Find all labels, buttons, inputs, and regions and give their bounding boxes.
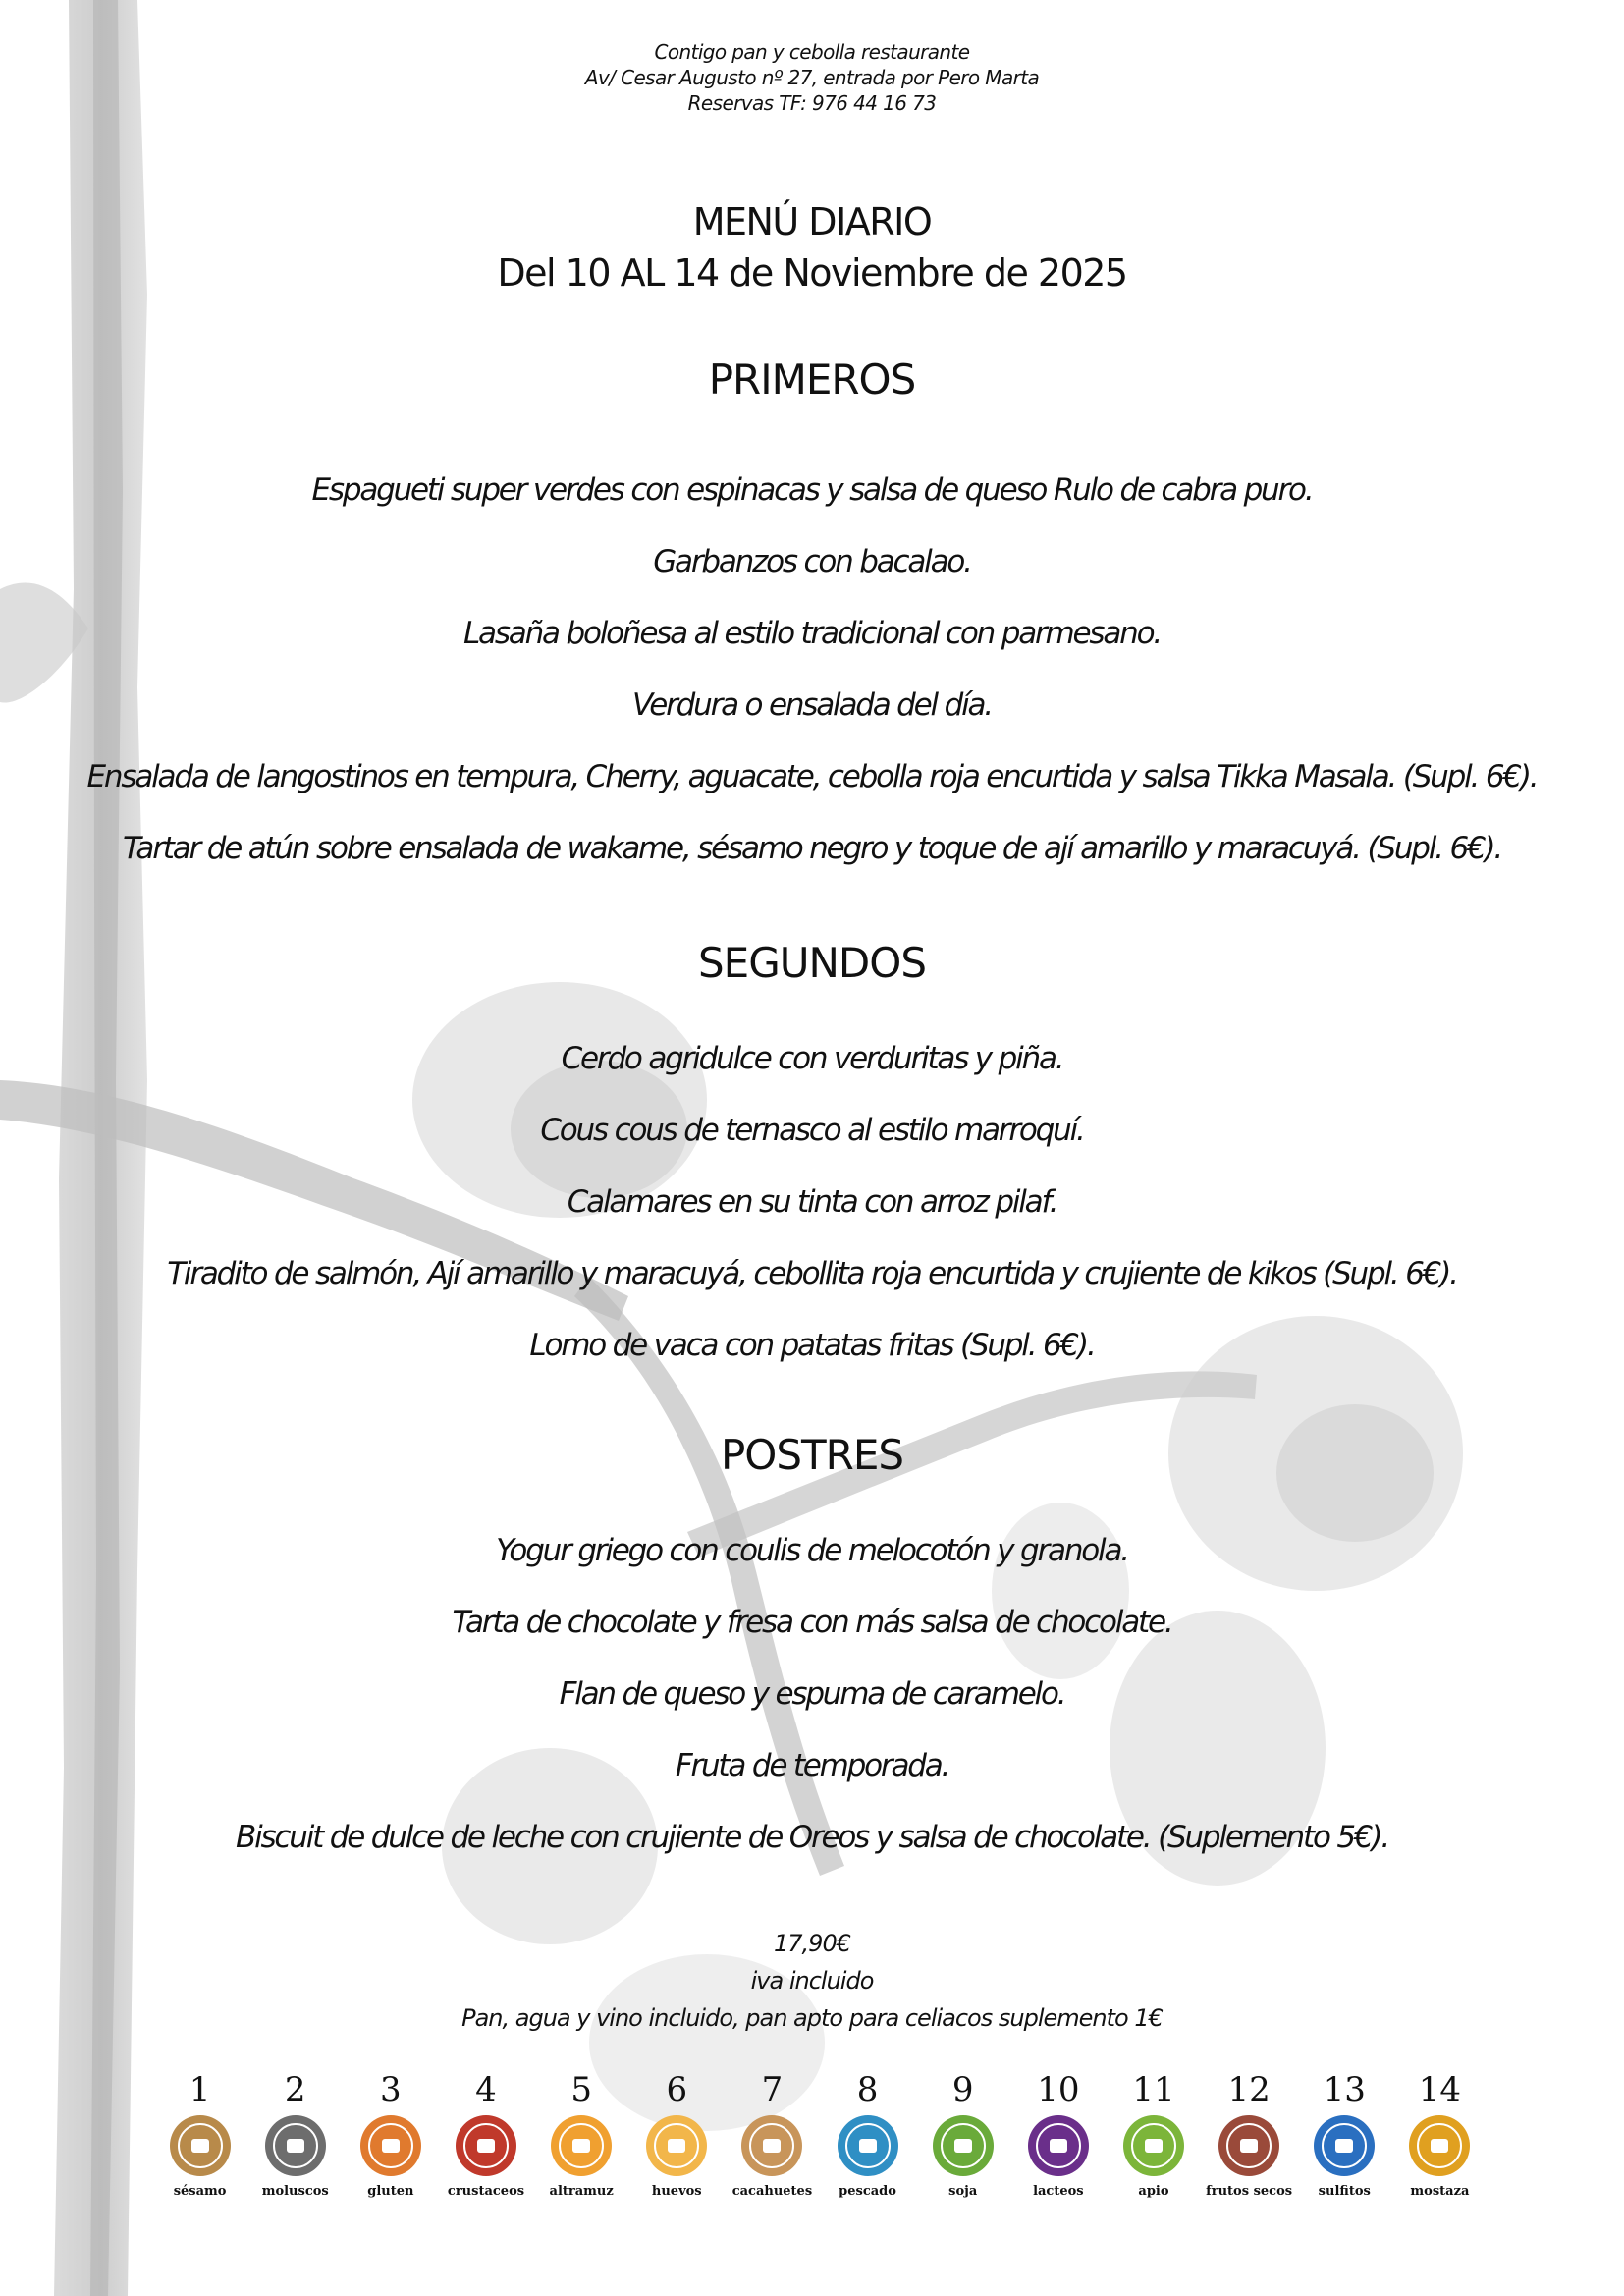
allergen-number: 5 <box>570 2070 592 2109</box>
list-item: Ensalada de langostinos en tempura, Cherry, aguacate, cebolla roja encurtida y salsa Tikka Masala. (Supl. 6€). <box>86 759 1538 794</box>
fish-icon <box>838 2115 898 2176</box>
menu-heading <box>0 196 1624 299</box>
lupin-icon <box>551 2115 612 2176</box>
allergen-item <box>1392 2070 1488 2199</box>
allergen-number: 6 <box>666 2070 688 2109</box>
allergen-label: sésamo <box>173 2184 227 2199</box>
allergen-label: sulfitos <box>1318 2184 1371 2199</box>
allergen-legend <box>152 2070 1488 2199</box>
list-item: Tiradito de salmón, Ají amarillo y maracuyá, cebollita roja encurtida y crujiente de kikos (Supl. 6€). <box>167 1256 1457 1291</box>
list-item: Cerdo agridulce con verduritas y piña. <box>561 1041 1063 1076</box>
menu-price: 17,90€ <box>774 1930 850 1957</box>
section-title-postres: POSTRES <box>720 1431 904 1479</box>
menu-dates: Del 10 AL 14 de Noviembre de 2025 <box>497 251 1127 295</box>
allergen-label: mostaza <box>1410 2184 1470 2199</box>
allergen-item <box>343 2070 438 2199</box>
allergen-item <box>1297 2070 1392 2199</box>
celery-icon <box>1123 2115 1184 2176</box>
allergen-number: 13 <box>1323 2070 1366 2109</box>
list-item: Fruta de temporada. <box>675 1748 949 1783</box>
allergen-number: 12 <box>1227 2070 1271 2109</box>
menu-title: MENÚ DIARIO <box>692 200 932 244</box>
allergen-label: huevos <box>651 2184 702 2199</box>
list-item: Cous cous de ternasco al estilo marroquí. <box>540 1113 1084 1148</box>
peanut-icon <box>741 2115 802 2176</box>
crustacean-icon <box>456 2115 516 2176</box>
list-item: Tarta de chocolate y fresa con más salsa de chocolate. <box>452 1605 1172 1640</box>
list-item: Lomo de vaca con patatas fritas (Supl. 6€). <box>529 1328 1095 1363</box>
sesame-icon <box>170 2115 231 2176</box>
dairy-icon <box>1028 2115 1089 2176</box>
tax-note: iva incluido <box>750 1967 874 1995</box>
sulphites-icon <box>1314 2115 1375 2176</box>
allergen-label: lacteos <box>1033 2184 1084 2199</box>
allergen-item <box>820 2070 915 2199</box>
soy-icon <box>933 2115 994 2176</box>
allergen-number: 2 <box>284 2070 306 2109</box>
allergen-item <box>629 2070 725 2199</box>
list-item: Calamares en su tinta con arroz pilaf. <box>567 1184 1057 1220</box>
allergen-label: crustaceos <box>447 2184 525 2199</box>
mustard-icon <box>1409 2115 1470 2176</box>
allergen-item <box>247 2070 343 2199</box>
segundos-list <box>0 1023 1624 1382</box>
list-item: Garbanzos con bacalao. <box>653 544 971 579</box>
allergen-number: 1 <box>189 2070 211 2109</box>
allergen-item <box>915 2070 1010 2199</box>
list-item: Flan de queso y espuma de caramelo. <box>559 1676 1065 1712</box>
restaurant-phone: Reservas TF: 976 44 16 73 <box>687 91 937 115</box>
price-block <box>0 1925 1624 2037</box>
allergen-item <box>438 2070 533 2199</box>
egg-icon <box>646 2115 707 2176</box>
primeros-list <box>0 455 1624 885</box>
list-item: Tartar de atún sobre ensalada de wakame, sésamo negro y toque de ají amarillo y maracuyá. (Supl. 6€). <box>122 831 1502 866</box>
list-item: Lasaña boloñesa al estilo tradicional con parmesano. <box>462 616 1162 651</box>
allergen-item <box>1010 2070 1106 2199</box>
allergen-number: 3 <box>380 2070 402 2109</box>
allergen-number: 4 <box>475 2070 497 2109</box>
allergen-number: 7 <box>761 2070 784 2109</box>
allergen-number: 9 <box>951 2070 974 2109</box>
allergen-number: 10 <box>1037 2070 1080 2109</box>
list-item: Biscuit de dulce de leche con crujiente de Oreos y salsa de chocolate. (Suplemento 5€). <box>236 1820 1388 1855</box>
allergen-number: 8 <box>856 2070 879 2109</box>
list-item: Verdura o ensalada del día. <box>632 687 992 723</box>
allergen-item <box>152 2070 247 2199</box>
allergen-label: altramuz <box>549 2184 614 2199</box>
restaurant-header <box>0 39 1624 116</box>
mollusc-icon <box>265 2115 326 2176</box>
allergen-item <box>1106 2070 1201 2199</box>
allergen-label: cacahuetes <box>731 2184 813 2199</box>
allergen-label: pescado <box>839 2184 896 2199</box>
nuts-icon <box>1218 2115 1279 2176</box>
gluten-icon <box>360 2115 421 2176</box>
restaurant-address: Av/ Cesar Augusto nº 27, entrada por Pero Marta <box>584 66 1040 89</box>
allergen-label: moluscos <box>261 2184 329 2199</box>
allergen-item <box>1202 2070 1297 2199</box>
list-item: Yogur griego con coulis de melocotón y granola. <box>496 1533 1128 1568</box>
allergen-label: gluten <box>367 2184 414 2199</box>
allergen-label: soja <box>948 2184 978 2199</box>
allergen-number: 14 <box>1418 2070 1462 2109</box>
allergen-label: apio <box>1138 2184 1169 2199</box>
allergen-item <box>534 2070 629 2199</box>
list-item: Espagueti super verdes con espinacas y salsa de queso Rulo de cabra puro. <box>311 472 1313 508</box>
postres-list <box>0 1515 1624 1874</box>
restaurant-name: Contigo pan y cebolla restaurante <box>654 40 970 64</box>
allergen-item <box>725 2070 820 2199</box>
section-title-primeros: PRIMEROS <box>708 355 916 404</box>
allergen-number: 11 <box>1132 2070 1175 2109</box>
section-title-segundos: SEGUNDOS <box>698 939 926 987</box>
included-note: Pan, agua y vino incluido, pan apto para celiacos suplemento 1€ <box>461 2004 1163 2032</box>
allergen-label: frutos secos <box>1206 2184 1293 2199</box>
